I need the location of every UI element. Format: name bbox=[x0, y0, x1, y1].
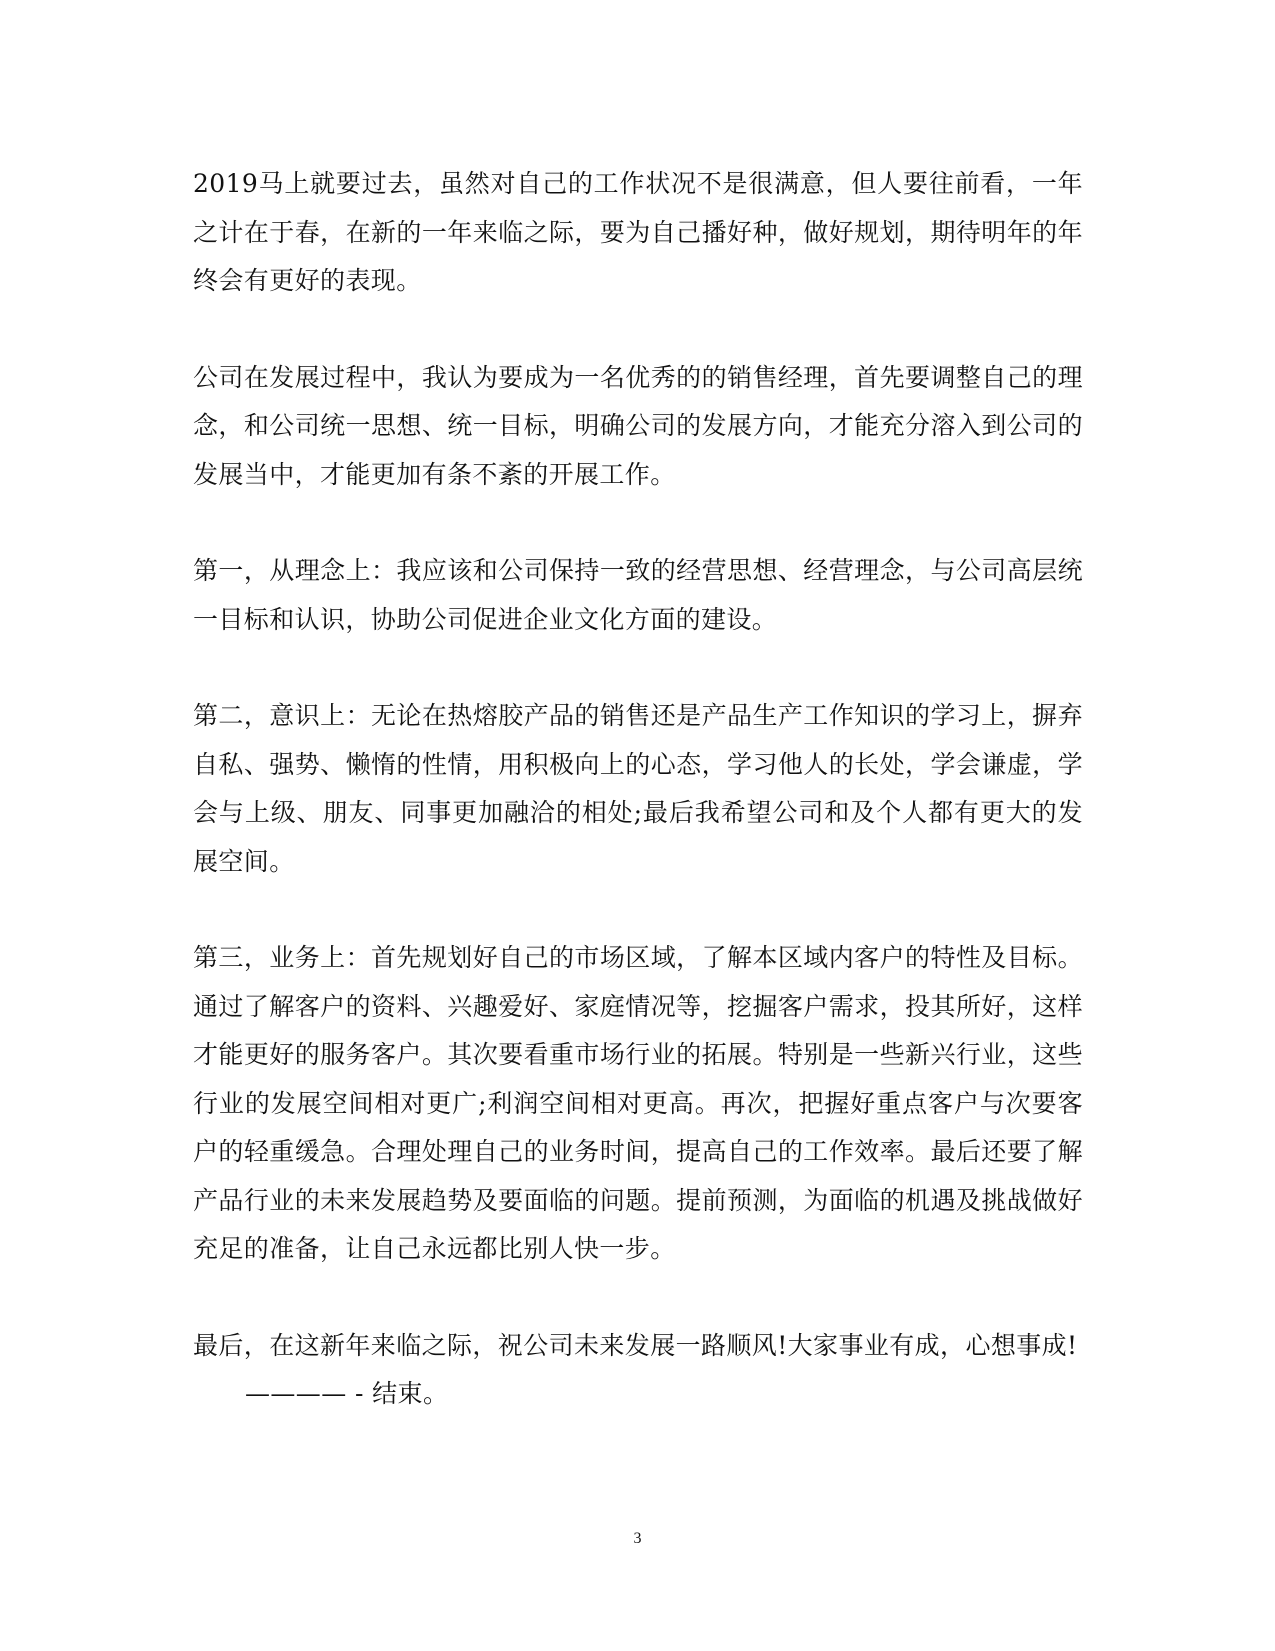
paragraph-third-business: 第三，业务上：首先规划好自己的市场区域，了解本区域内客户的特性及目标。通过了解客户的资料、兴趣爱好、家庭情况等，挖掘客户需求，投其所好，这样才能更好的服务客户。其次要看重市场行业的拓展。特别是一些新兴行业，这些行业的发展空间相对更广;利润空间相对更高。再次，把握好重点客户与次要客户的轻重缓急。合理处理自己的业务时间，提高自己的工作效率。最后还要了解产品行业的未来发展趋势及要面临的问题。提前预测，为面临的机遇及挑战做好充足的准备，让自己永远都比别人快一步。 bbox=[193, 943, 1083, 1263]
paragraph-first-concept: 第一，从理念上：我应该和公司保持一致的经营思想、经营理念，与公司高层统一目标和认识，协助公司促进企业文化方面的建设。 bbox=[193, 556, 1083, 634]
document-body bbox=[193, 160, 1083, 1419]
paragraph-intro: 2019马上就要过去，虽然对自己的工作状况不是很满意，但人要往前看，一年之计在于春，在新的一年来临之际，要为自己播好种，做好规划，期待明年的年终会有更好的表现。 bbox=[193, 169, 1083, 295]
paragraph-second-awareness: 第二，意识上：无论在热熔胶产品的销售还是产品生产工作知识的学习上，摒弃自私、强势、懒惰的性情，用积极向上的心态，学习他人的长处，学会谦虚，学会与上级、朋友、同事更加融洽的相处;最后我希望公司和及个人都有更大的发展空间。 bbox=[193, 701, 1083, 876]
paragraph-company-development: 公司在发展过程中，我认为要成为一名优秀的的销售经理，首先要调整自己的理念，和公司统一思想、统一目标，明确公司的发展方向，才能充分溶入到公司的发展当中，才能更加有条不紊的开展工作。 bbox=[193, 362, 1083, 489]
paragraph-closing-wishes: 最后，在这新年来临之际，祝公司未来发展一路顺风!大家事业有成，心想事成! bbox=[193, 1330, 1078, 1360]
page-number: 3 bbox=[633, 1530, 642, 1547]
ending-line: ———— - 结束。 bbox=[245, 1379, 449, 1408]
